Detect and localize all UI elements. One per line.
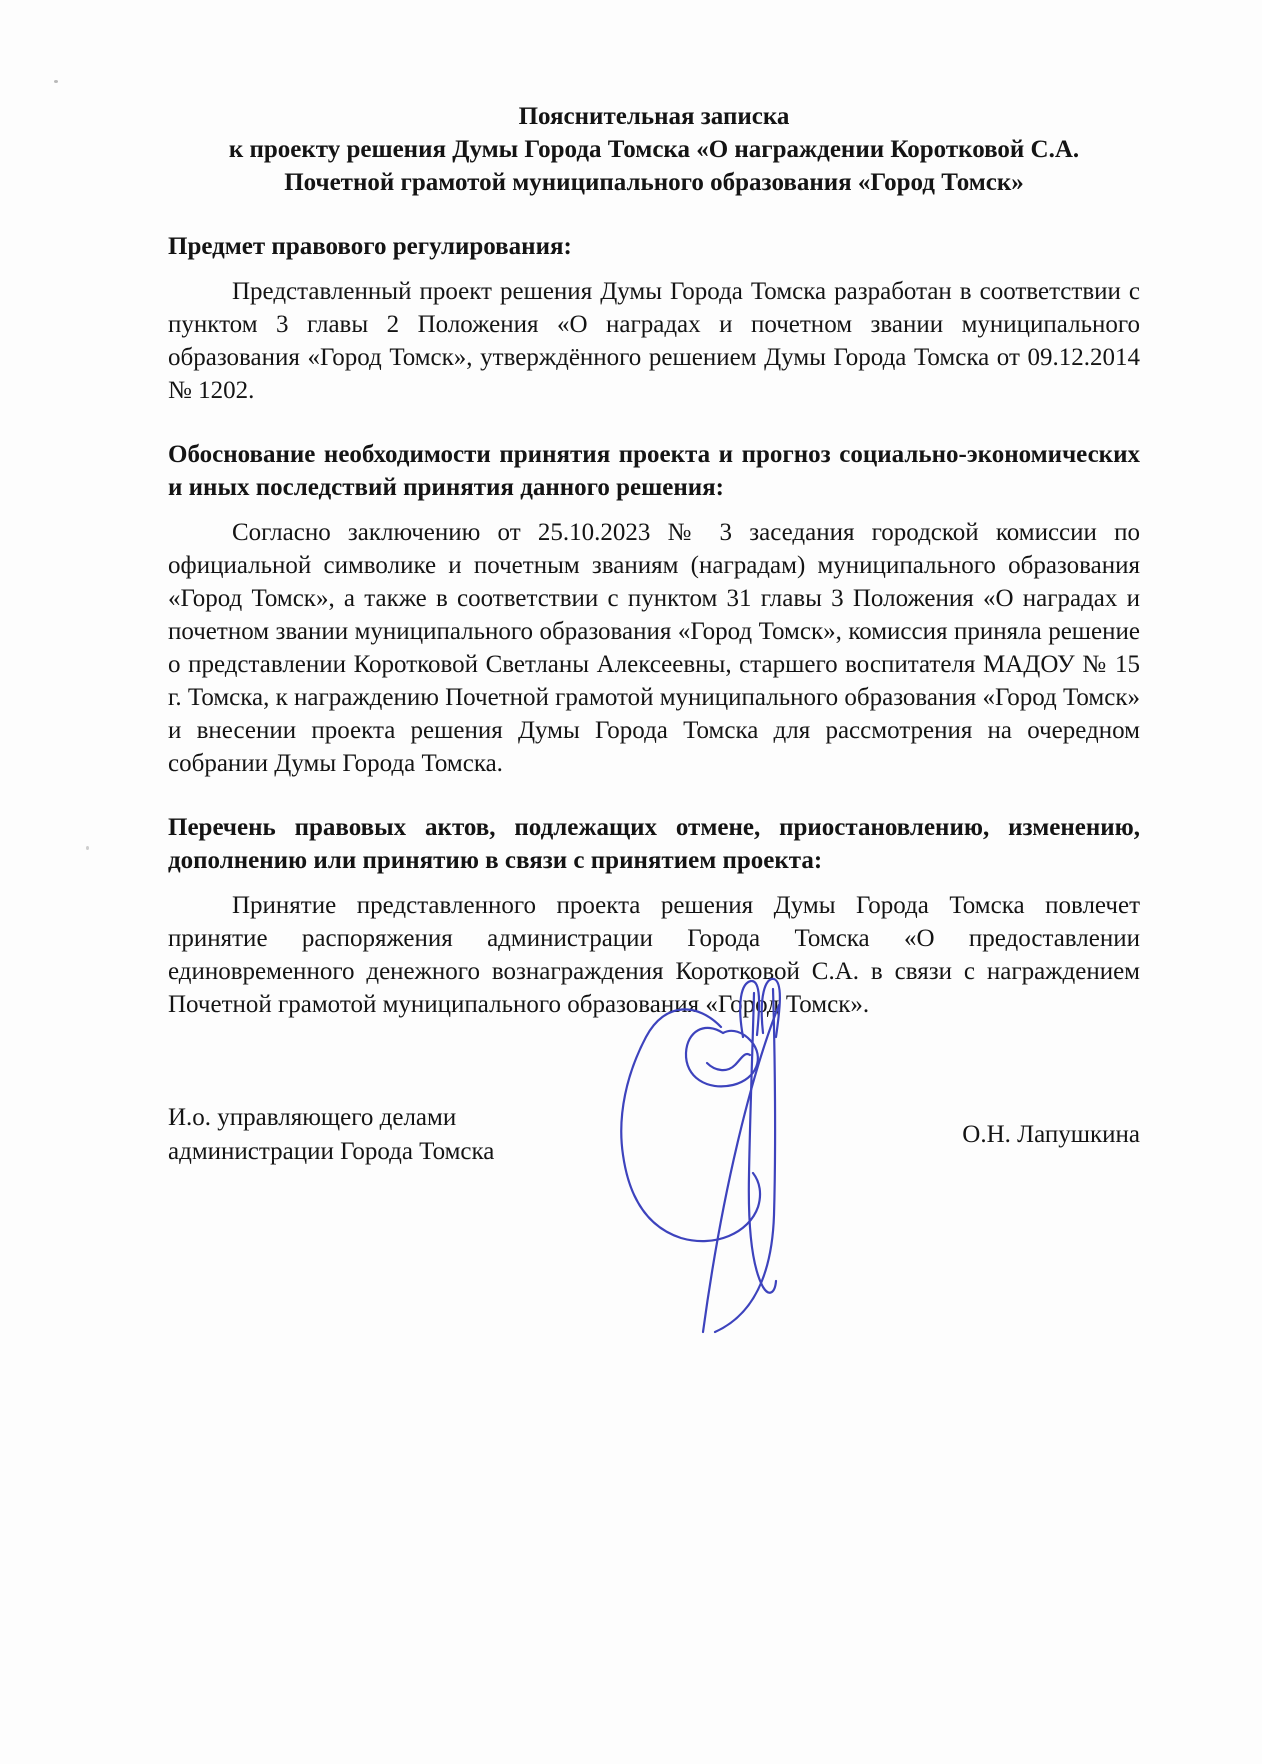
paragraph-acts-list: Принятие представленного проекта решения Думы Города Томска повлечет принятие распоряжения администрации Города Томска «О предоставлении единовременного денежного вознаграждения Коротковой С.А. в связи с награждением Почетной грамотой муниципального образования «Город Томск». [168,892,1140,1018]
scan-speck [54,80,58,83]
title-line-1: Пояснительная записка [518,103,790,130]
section-heading-subject: Предмет правового регулирования: [168,233,572,260]
scan-speck [86,846,89,850]
section-heading-acts-list: Перечень правовых актов, подлежащих отмене, приостановлению, изменению, дополнению или принятию в связи с принятием проекта: [168,814,1140,874]
title-line-2: к проекту решения Думы Города Томска «О награждении Коротковой С.А. [228,136,1080,163]
paragraph-justification: Согласно заключению от 25.10.2023 № 3 заседания городской комиссии по официальной символике и почетным званиям (наградам) муниципального образования «Город Томск», а также в соответствии с пунктом 31 главы 3 Положения «О наградах и почетном звании муниципального образования «Город Томск», комиссия приняла решение о представлении Коротковой Светланы Алексеевны, старшего воспитателя МАДОУ № 15 г. Томска, к награждению Почетной грамотой муниципального образования «Город Томск» и внесении проекта решения Думы Города Томска для рассмотрения на очередном собрании Думы Города Томска. [168,519,1140,777]
section-heading-justification: Обоснование необходимости принятия проекта и прогноз социально-экономических и иных последствий принятия данного решения: [168,441,1140,501]
signature-block [168,1101,1140,1169]
paragraph-subject: Представленный проект решения Думы Города Томска разработан в соответствии с пунктом 3 главы 2 Положения «О наградах и почетном звании муниципального образования «Город Томск», утверждённого решением Думы Города Томска от 09.12.2014 № 1202. [168,278,1140,404]
signatory-position-line-2: администрации Города Томска [168,1138,495,1165]
signatory-position [168,1101,494,1169]
title-line-3: Почетной грамотой муниципального образования «Город Томск» [284,169,1024,196]
document-title [168,100,1140,199]
signatory-position-line-1: И.о. управляющего делами [168,1104,457,1131]
signatory-name: О.Н. Лапушкина [962,1121,1140,1148]
